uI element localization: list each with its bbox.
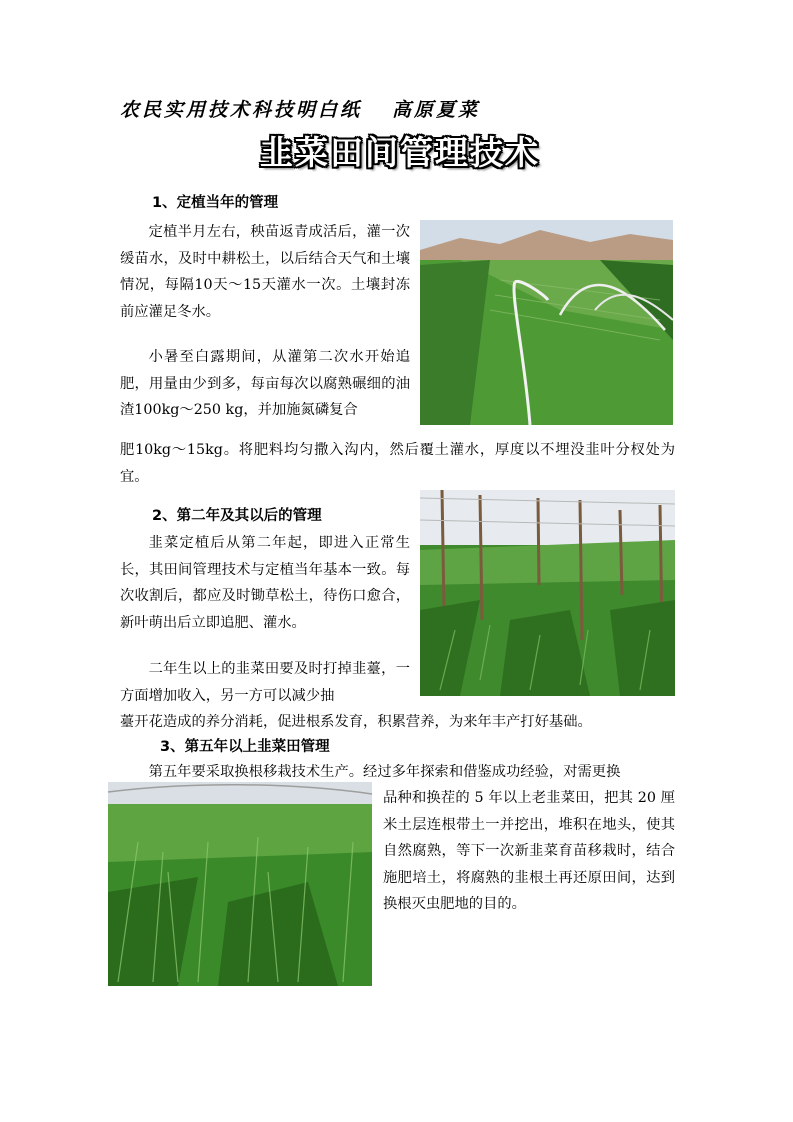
header-left: 农民实用技术科技明白纸 [120, 99, 363, 121]
section-2-para-1: 韭菜定植后从第二年起，即进入正常生长，其田间管理技术与定植当年基本一致。每次收割后，都应及时锄草松土，待伤口愈合，新叶萌出后立即追肥、灌水。 [120, 535, 410, 631]
page-title: 韭菜田间管理技术 [260, 133, 540, 172]
section-2-para-2: 二年生以上的韭菜田要及时打掉韭薹，一方面增加收入，另一方可以减少抽 [120, 661, 410, 704]
photo-field-irrigation [420, 220, 673, 425]
section-2-para-2-cont: 薹开花造成的养分消耗，促进根系发育，积累营养，为来年丰产打好基础。 [120, 714, 592, 730]
section-1-heading: 1、定植当年的管理 [152, 195, 279, 211]
section-1-para-2-cont: 肥10kg～15kg。将肥料均匀撒入沟内，然后覆土灌水，厚度以不埋没韭叶分杈处为宜。 [120, 442, 675, 485]
photo-greenhouse [420, 490, 675, 696]
section-3-para-1-line-1: 第五年要采取换根移栽技术生产。经过多年探索和借鉴成功经验，对需更换 [148, 764, 621, 780]
section-1-para-1: 定植半月左右，秧苗返青成活后，灌一次缓苗水，及时中耕松土，以后结合天气和土壤情况，每隔10天～15天灌水一次。土壤封冻前应灌足冬水。 [120, 224, 410, 320]
section-2-heading: 2、第二年及其以后的管理 [152, 508, 322, 524]
header-line [120, 95, 540, 125]
section-3-heading: 3、第五年以上韭菜田管理 [160, 739, 330, 755]
photo-chive-bed [108, 782, 372, 986]
section-1-para-2: 小暑至白露期间，从灌第二次水开始追肥，用量由少到多，每亩每次以腐熟碾细的油渣100kg～250 kg，并加施氮磷复合 [120, 349, 410, 418]
section-3-para-1-rest: 品种和换茬的 5 年以上老韭菜田，把其 20 厘米土层连根带土一并挖出，堆积在地头，使其自然腐熟，等下一次新韭菜育苗移栽时，结合施肥培土，将腐熟的韭根土再还原田间，达到换根灭虫肥地的目的。 [383, 790, 675, 912]
header-right: 高原夏菜 [392, 99, 481, 121]
